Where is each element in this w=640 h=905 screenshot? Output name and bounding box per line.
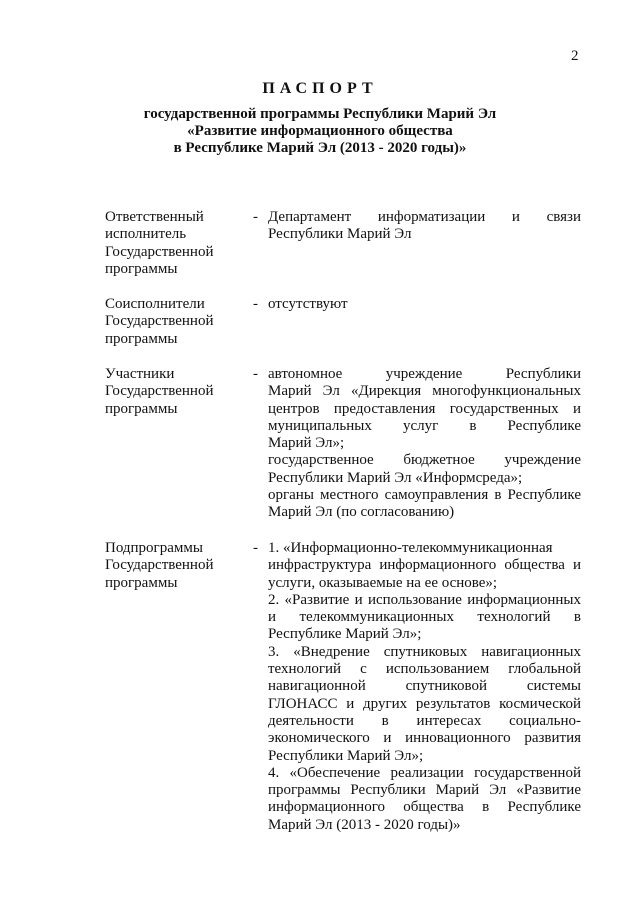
value-line: 1. «Информационно-телекоммуникационная	[268, 540, 553, 556]
label-line: программы	[105, 260, 178, 277]
value-line: инфраструктура информационного общества и	[268, 557, 581, 574]
value-line: автономное учреждение Республики	[268, 366, 581, 382]
value-line: центров предоставления государственных и	[268, 400, 581, 417]
label-line: программы	[105, 330, 178, 347]
value-line: 2. «Развитие и использование информационных	[268, 591, 581, 608]
value-line: информационного общества в Республике	[268, 799, 581, 816]
label-line: программы	[105, 400, 178, 417]
label-line: Ответственный	[105, 209, 204, 225]
value-line: Республики Марий Эл	[268, 226, 412, 243]
row-dash: -	[253, 209, 258, 225]
value-line: услуги, оказываемые на ее основе»;	[268, 574, 498, 591]
row-label	[105, 540, 235, 592]
value-line: технологий с использованием глобальной	[268, 661, 581, 678]
label-line: Государственной	[105, 383, 214, 400]
row-label	[105, 366, 235, 418]
row-label	[105, 296, 235, 348]
label-line: Участники	[105, 366, 175, 382]
subtitle-line: государственной программы Республики Марий Эл	[143, 106, 497, 122]
subtitle-line: «Развитие информационного общества	[187, 123, 453, 139]
value-line: 4. «Обеспечение реализации государственной	[268, 764, 581, 781]
label-line: программы	[105, 574, 178, 591]
value-line: Марий Эл»;	[268, 435, 345, 452]
label-line: Подпрограммы	[105, 540, 203, 556]
value-line: экономического и инновационного развития	[268, 730, 581, 747]
value-line: отсутствуют	[268, 296, 348, 312]
label-line: Государственной	[105, 313, 214, 330]
value-line: деятельности в интересах социально-	[268, 712, 581, 729]
label-line: Государственной	[105, 557, 214, 574]
row-dash: -	[253, 296, 258, 312]
page-title: ПАСПОРТ	[262, 80, 378, 97]
program-subtitle	[0, 106, 640, 157]
row-value	[268, 209, 581, 244]
value-line: навигационной спутниковой системы	[268, 678, 581, 695]
row-dash: -	[253, 366, 258, 382]
value-line: Республики Марий Эл»;	[268, 747, 424, 764]
value-line: Республики Марий Эл «Информсреда»;	[268, 469, 523, 486]
value-line: Марий Эл (2013 - 2020 годы)»	[268, 816, 461, 833]
row-value	[268, 296, 581, 313]
subtitle-line: в Республике Марий Эл (2013 - 2020 годы)»	[173, 140, 467, 156]
value-line: Марий Эл «Дирекция многофункциональных	[268, 383, 581, 400]
value-line: государственное бюджетное учреждение	[268, 452, 581, 469]
value-line: Департамент информатизации и связи	[268, 209, 581, 225]
value-line: Республике Марий Эл»;	[268, 626, 422, 643]
value-line: программы Республики Марий Эл «Развитие	[268, 782, 581, 799]
value-line: органы местного самоуправления в Республике	[268, 487, 581, 504]
label-line: исполнитель	[105, 226, 187, 243]
value-line: 3. «Внедрение спутниковых навигационных	[268, 643, 581, 660]
page-number: 2	[571, 48, 579, 64]
row-value	[268, 366, 581, 522]
value-line: муниципальных услуг в Республике	[268, 417, 581, 434]
value-line: Марий Эл (по согласованию)	[268, 504, 455, 521]
label-line: Государственной	[105, 243, 214, 260]
row-label	[105, 209, 235, 278]
value-line: и телекоммуникационных технологий в	[268, 609, 581, 626]
row-value	[268, 540, 581, 834]
value-line: ГЛОНАСС и других результатов космической	[268, 695, 581, 712]
label-line: Соисполнители	[105, 296, 205, 312]
row-dash: -	[253, 540, 258, 556]
